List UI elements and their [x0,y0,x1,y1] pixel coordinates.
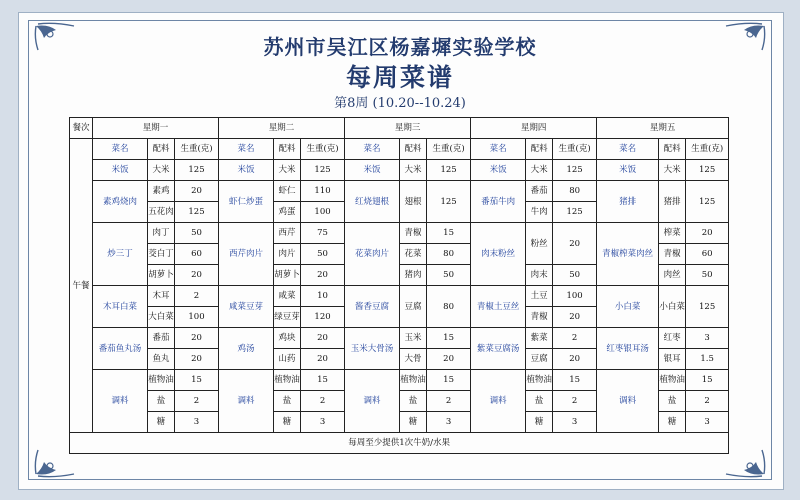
raw-weight: 125 [427,160,471,181]
ingredient: 胡萝卜 [274,265,301,286]
raw-weight: 80 [427,244,471,265]
dish-name: 玉米大骨汤 [345,328,400,370]
ingredient: 糖 [148,412,175,433]
ingredient: 西芹 [274,223,301,244]
ingredient: 绿豆芽 [274,307,301,328]
dish-name: 米饭 [471,160,526,181]
raw-weight: 75 [301,223,345,244]
dish-name: 红枣银耳汤 [597,328,659,370]
ingredient-column-header: 配料 [659,139,686,160]
dish-name: 炒三丁 [93,223,148,286]
raw-weight: 20 [686,223,729,244]
raw-weight: 2 [175,286,219,307]
ingredient: 五花肉 [148,202,175,223]
raw-weight: 50 [427,265,471,286]
raw-weight: 125 [427,181,471,223]
ingredient: 植物油 [400,370,427,391]
day-header: 星期四 [471,118,597,139]
ingredient: 木耳 [148,286,175,307]
dish-column-header: 菜名 [471,139,526,160]
ingredient: 榨菜 [659,223,686,244]
raw-weight: 100 [175,307,219,328]
table-row [70,370,729,391]
ingredient: 粉丝 [526,223,553,265]
ingredient: 小白菜 [659,286,686,328]
raw-weight: 125 [686,286,729,328]
day-header: 星期二 [219,118,345,139]
ingredient: 紫菜 [526,328,553,349]
dish-name: 番茄鱼丸汤 [93,328,148,370]
ingredient: 植物油 [659,370,686,391]
raw-weight: 100 [553,286,597,307]
dish-column-header: 菜名 [219,139,274,160]
ingredient: 肉丝 [659,265,686,286]
ingredient: 花菜 [400,244,427,265]
raw-weight: 20 [553,223,597,265]
dish-name: 花菜肉片 [345,223,400,286]
raw-weight: 3 [553,412,597,433]
raw-weight: 15 [427,370,471,391]
dish-name: 米饭 [93,160,148,181]
dish-name: 鸡汤 [219,328,274,370]
meal-column-header: 餐次 [70,118,93,139]
weekly-menu-table [69,117,729,454]
dish-name: 紫菜豆腐汤 [471,328,526,370]
weight-column-header: 生重(克) [301,139,345,160]
ingredient: 素鸡 [148,181,175,202]
page-title: 每周菜谱 [345,63,454,92]
raw-weight: 15 [175,370,219,391]
raw-weight: 3 [686,328,729,349]
dish-name: 青椒土豆丝 [471,286,526,328]
raw-weight: 125 [175,160,219,181]
dish-name: 调料 [471,370,526,433]
dish-name: 调料 [345,370,400,433]
raw-weight: 80 [553,181,597,202]
ingredient: 猪肉 [400,265,427,286]
ingredient-column-header: 配料 [274,139,301,160]
raw-weight: 20 [301,328,345,349]
ingredient: 糖 [400,412,427,433]
ingredient: 牛肉 [526,202,553,223]
dish-name: 米饭 [597,160,659,181]
ingredient: 糖 [274,412,301,433]
ingredient: 鱼丸 [148,349,175,370]
footer-row [70,433,729,454]
raw-weight: 3 [686,412,729,433]
ingredient: 青椒 [659,244,686,265]
day-header: 星期三 [345,118,471,139]
day-header: 星期一 [93,118,219,139]
ingredient: 大米 [274,160,301,181]
ingredient: 大米 [526,160,553,181]
raw-weight: 2 [427,391,471,412]
ingredient: 豆腐 [526,349,553,370]
ingredient-column-header: 配料 [148,139,175,160]
ingredient: 玉米 [400,328,427,349]
ingredient: 银耳 [659,349,686,370]
raw-weight: 125 [175,202,219,223]
raw-weight: 60 [686,244,729,265]
weight-column-header: 生重(克) [553,139,597,160]
dish-column-header: 菜名 [345,139,400,160]
ingredient: 盐 [274,391,301,412]
raw-weight: 2 [301,391,345,412]
day-header: 星期五 [597,118,729,139]
ingredient: 茭白丁 [148,244,175,265]
ingredient: 鸡块 [274,328,301,349]
ingredient: 植物油 [274,370,301,391]
ingredient: 番茄 [526,181,553,202]
ingredient: 盐 [148,391,175,412]
raw-weight: 50 [301,244,345,265]
raw-weight: 20 [301,349,345,370]
dish-name: 虾仁炒蛋 [219,181,274,223]
raw-weight: 2 [553,391,597,412]
raw-weight: 2 [686,391,729,412]
ingredient: 红枣 [659,328,686,349]
dish-name: 西芹肉片 [219,223,274,286]
raw-weight: 3 [427,412,471,433]
raw-weight: 1.5 [686,349,729,370]
raw-weight: 110 [301,181,345,202]
ingredient: 鸡蛋 [274,202,301,223]
dish-name: 红烧翅根 [345,181,400,223]
ingredient: 胡萝卜 [148,265,175,286]
raw-weight: 2 [175,391,219,412]
dish-column-header: 菜名 [597,139,659,160]
dish-name: 调料 [597,370,659,433]
ingredient: 肉丁 [148,223,175,244]
table-row [70,160,729,181]
raw-weight: 100 [301,202,345,223]
ingredient: 大米 [148,160,175,181]
raw-weight: 50 [553,265,597,286]
dish-column-header: 菜名 [93,139,148,160]
ingredient: 肉片 [274,244,301,265]
dish-name: 调料 [219,370,274,433]
ingredient: 青椒 [400,223,427,244]
raw-weight: 20 [553,307,597,328]
ingredient: 大米 [659,160,686,181]
weight-column-header: 生重(克) [427,139,471,160]
ingredient: 盐 [400,391,427,412]
dish-name: 青椒榨菜肉丝 [597,223,659,286]
dish-name: 小白菜 [597,286,659,328]
ingredient: 番茄 [148,328,175,349]
dish-name: 猪排 [597,181,659,223]
dish-name: 素鸡烧肉 [93,181,148,223]
raw-weight: 60 [175,244,219,265]
ingredient: 大米 [400,160,427,181]
week-range: 第8周 (10.20--10.24) [334,96,466,111]
ingredient: 糖 [659,412,686,433]
ingredient-column-header: 配料 [526,139,553,160]
raw-weight: 15 [553,370,597,391]
ingredient: 肉末 [526,265,553,286]
raw-weight: 2 [553,328,597,349]
dish-name: 米饭 [345,160,400,181]
raw-weight: 125 [301,160,345,181]
meal-name: 午餐 [70,139,93,433]
table-row [70,223,729,244]
raw-weight: 20 [553,349,597,370]
ingredient: 糖 [526,412,553,433]
ingredient: 翅根 [400,181,427,223]
ingredient: 大白菜 [148,307,175,328]
dish-name: 酱香豆腐 [345,286,400,328]
ingredient: 青椒 [526,307,553,328]
raw-weight: 125 [686,181,729,223]
ingredient: 虾仁 [274,181,301,202]
dish-name: 米饭 [219,160,274,181]
dish-name: 木耳白菜 [93,286,148,328]
raw-weight: 3 [175,412,219,433]
raw-weight: 50 [686,265,729,286]
raw-weight: 20 [175,328,219,349]
raw-weight: 20 [175,265,219,286]
raw-weight: 50 [175,223,219,244]
raw-weight: 15 [427,223,471,244]
raw-weight: 3 [301,412,345,433]
ingredient: 盐 [526,391,553,412]
raw-weight: 15 [427,328,471,349]
ingredient: 盐 [659,391,686,412]
raw-weight: 80 [427,286,471,328]
ingredient-column-header: 配料 [400,139,427,160]
school-name: 苏州市吴江区杨嘉墀实验学校 [263,35,537,59]
ingredient: 猪排 [659,181,686,223]
weight-column-header: 生重(克) [686,139,729,160]
ingredient: 豆腐 [400,286,427,328]
ingredient: 植物油 [148,370,175,391]
ingredient: 大骨 [400,349,427,370]
raw-weight: 10 [301,286,345,307]
raw-weight: 125 [553,202,597,223]
raw-weight: 20 [175,349,219,370]
day-header-row [70,118,729,139]
raw-weight: 15 [686,370,729,391]
raw-weight: 15 [301,370,345,391]
raw-weight: 20 [175,181,219,202]
footer-note: 每周至少提供1次牛奶/水果 [70,433,729,454]
ingredient: 山药 [274,349,301,370]
raw-weight: 20 [301,265,345,286]
table-row [70,328,729,349]
raw-weight: 125 [686,160,729,181]
dish-name: 肉末粉丝 [471,223,526,286]
raw-weight: 125 [553,160,597,181]
weight-column-header: 生重(克) [175,139,219,160]
raw-weight: 20 [427,349,471,370]
table-row [70,181,729,202]
ingredient: 咸菜 [274,286,301,307]
dish-name: 调料 [93,370,148,433]
column-header-row [70,139,729,160]
table-row [70,286,729,307]
dish-name: 咸菜豆芽 [219,286,274,328]
ingredient: 植物油 [526,370,553,391]
ingredient: 土豆 [526,286,553,307]
dish-name: 番茄牛肉 [471,181,526,223]
raw-weight: 120 [301,307,345,328]
